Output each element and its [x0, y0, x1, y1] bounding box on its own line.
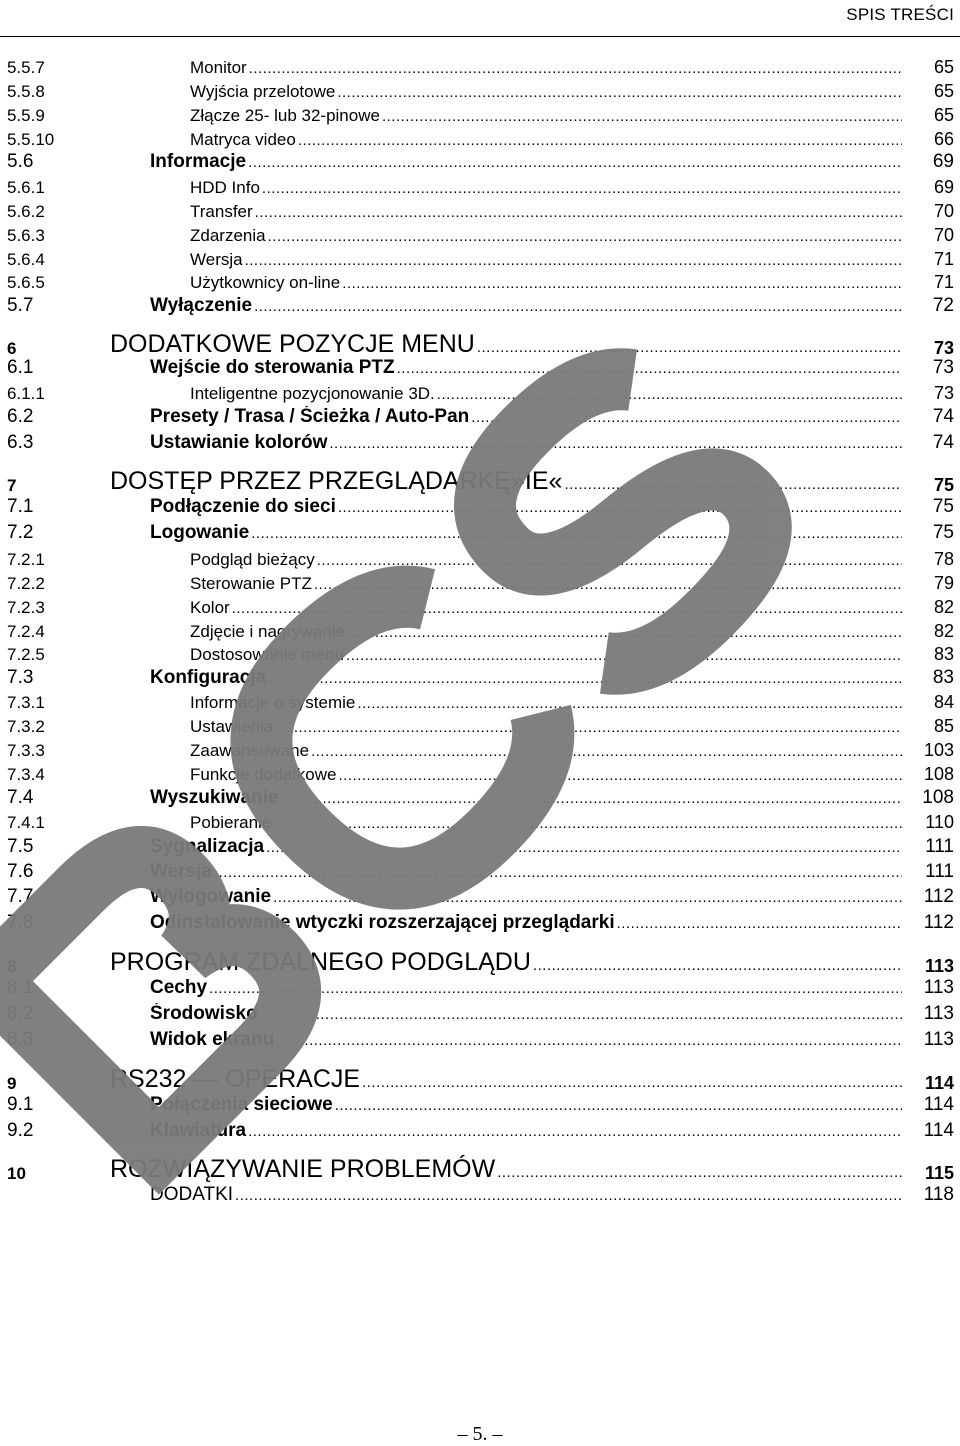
toc-entry[interactable]: [0, 714, 960, 738]
toc-entry-title: DODATKOWE POZYCJE MENU: [110, 330, 475, 358]
toc-entry-number: 5.5.9: [7, 106, 45, 125]
page-number-footer: [0, 1423, 960, 1446]
dot-leader: [314, 576, 902, 593]
toc-entry-page: 78: [933, 549, 954, 569]
toc-entry-page: 73: [932, 357, 954, 378]
toc-entry-number: 9: [7, 1074, 17, 1093]
toc-entry[interactable]: [0, 405, 960, 429]
toc-entry-title-wrap: [190, 765, 902, 785]
toc-entry-number: 9.1: [7, 1094, 34, 1115]
toc-entry-number: 8.3: [7, 1029, 34, 1050]
toc-entry-title-wrap: [150, 432, 902, 454]
toc-entry[interactable]: [0, 175, 960, 199]
toc-entry-number: 5.6.4: [7, 250, 45, 269]
dot-leader: [248, 1123, 902, 1140]
toc-entry-number: 5.5.8: [7, 82, 45, 101]
dot-leader: [249, 60, 902, 77]
toc-entry[interactable]: [0, 223, 960, 247]
toc-entry[interactable]: [0, 431, 960, 455]
toc-entry[interactable]: [0, 911, 960, 935]
toc-entry-page: 71: [933, 272, 954, 292]
dot-leader: [248, 154, 902, 171]
dot-leader: [266, 839, 902, 856]
toc-entry-number: 7.5: [7, 836, 34, 857]
toc-entry[interactable]: [0, 762, 960, 786]
toc-entry-page: 79: [933, 573, 954, 593]
toc-entry-page: 75: [932, 496, 954, 517]
footer-page-label: – 5. –: [457, 1423, 503, 1445]
toc-entry-title: Wersja: [190, 250, 243, 269]
toc-entry-number: 6.1: [7, 357, 34, 378]
toc-entry[interactable]: [0, 595, 960, 619]
toc-entry-title: Informacje o systemie: [190, 693, 356, 712]
toc-entry-title: Złącze 25- lub 32-pinowe: [190, 106, 380, 125]
toc-entry-title-wrap: [150, 406, 902, 428]
toc-entry-title-wrap: [150, 787, 902, 809]
dot-leader: [477, 339, 902, 356]
toc-entry-title: Zdarzenia: [190, 226, 266, 245]
toc-entry-title-wrap: [110, 1065, 902, 1094]
toc-entry-number: 7.2.2: [7, 574, 45, 593]
toc-entry-title: Pobieranie: [190, 813, 272, 832]
toc-entry[interactable]: [0, 467, 960, 497]
toc-entry-page: 71: [933, 249, 954, 269]
toc-entry-page: 118: [923, 1184, 954, 1205]
toc-entry-number: 7.3.2: [7, 717, 45, 736]
dot-leader: [268, 670, 902, 687]
toc-entry-page: 73: [933, 383, 954, 403]
toc-entry-title: Ustawienia: [190, 717, 274, 736]
toc-entry-page: 114: [923, 1120, 954, 1141]
toc-entry-number: 8: [7, 957, 17, 976]
toc-entry-page: 114: [923, 1094, 954, 1115]
toc-entry-number: 9.2: [7, 1120, 34, 1141]
toc-entry-number: 6.3: [7, 432, 34, 453]
toc-entry-page: 113: [923, 1029, 954, 1050]
toc-entry-title-wrap: [110, 1155, 902, 1184]
toc-entry-page: 69: [933, 177, 954, 197]
dot-leader: [273, 815, 902, 832]
dot-leader: [329, 435, 902, 452]
toc-entry-title: Odinstalowanie wtyczki rozszerzającej przeglądarki: [150, 912, 615, 933]
toc-entry-title: Kolor: [190, 598, 230, 617]
toc-entry-title: Środowisko: [150, 1003, 258, 1024]
toc-entry-page: 69: [932, 151, 954, 172]
toc-entry-title-wrap: [190, 717, 902, 737]
toc-entry[interactable]: [0, 495, 960, 519]
toc-entry-title: ROZWIĄZYWANIE PROBLEMÓW: [110, 1155, 496, 1183]
dot-leader: [232, 600, 902, 617]
toc-entry-title: Konfiguracja: [150, 667, 267, 688]
toc-entry-number: 7.4: [7, 787, 34, 808]
toc-entry-number: 6.1.1: [7, 384, 45, 403]
toc-entry[interactable]: [0, 738, 960, 762]
toc-entry-title-wrap: [150, 912, 902, 934]
toc-entry[interactable]: [0, 860, 960, 884]
toc-entry-page: 65: [933, 81, 954, 101]
toc-entry-page: 113: [923, 1003, 954, 1024]
toc-entry-number: 5.6.2: [7, 202, 45, 221]
toc-entry-title-wrap: [190, 550, 902, 570]
toc-entry-number: 5.6.1: [7, 178, 45, 197]
toc-entry-title: Matryca video: [190, 130, 296, 149]
toc-entry-title-wrap: [190, 645, 902, 665]
page-header: [0, 0, 960, 37]
toc-entry-page: 103: [923, 740, 954, 760]
toc-entry-title-wrap: [110, 948, 902, 977]
toc-entry-title: Informacje: [150, 151, 247, 172]
dot-leader: [497, 1164, 902, 1181]
toc-entry-title-wrap: [150, 861, 902, 883]
toc-entry-title-wrap: [190, 202, 902, 222]
dot-leader: [254, 298, 902, 315]
dot-leader: [617, 915, 902, 932]
toc-entry[interactable]: [0, 1093, 960, 1117]
toc-entry[interactable]: [0, 356, 960, 380]
toc-entry-title: Zdjęcie i nagrywanie: [190, 622, 345, 641]
toc-entry-page: 75: [932, 522, 954, 543]
toc-entry[interactable]: [0, 79, 960, 103]
toc-entry-title: Cechy: [150, 977, 208, 998]
toc-entry[interactable]: [0, 381, 960, 405]
toc-entry[interactable]: [0, 270, 960, 294]
toc-entry[interactable]: [0, 810, 960, 834]
toc-entry[interactable]: [0, 127, 960, 151]
dot-leader: [268, 228, 902, 245]
toc-entry-number: 5.5.7: [7, 58, 45, 77]
toc-entry-page: 85: [933, 716, 954, 736]
toc-entry-number: 8.2: [7, 1003, 34, 1024]
toc-entry-number: 7.3.1: [7, 693, 45, 712]
toc-entry-page: 75: [933, 475, 954, 495]
dot-leader: [382, 108, 902, 125]
toc-entry[interactable]: [0, 521, 960, 545]
toc-entry-title: DOSTĘP PRZEZ PRZEGLĄDARKĘ»IE«: [110, 467, 563, 495]
toc-entry-title-wrap: [150, 1003, 902, 1025]
toc-entry-page: 73: [933, 338, 954, 358]
dot-leader: [338, 499, 902, 516]
toc-entry[interactable]: [0, 690, 960, 714]
toc-entry-title: Inteligentne pozycjonowanie 3D.: [190, 384, 435, 403]
dot-leader: [342, 275, 902, 292]
toc-entry[interactable]: [0, 786, 960, 810]
dot-leader: [362, 1074, 902, 1091]
toc-entry-title-wrap: [190, 178, 902, 198]
toc-entry[interactable]: [0, 948, 960, 978]
toc-entry[interactable]: [0, 976, 960, 1000]
toc-entry-title: Presety / Trasa / Ścieżka / Auto-Pan: [150, 406, 470, 427]
toc-entry-title-wrap: [190, 741, 902, 761]
toc-entry-title: Funkcje dodatkowe: [190, 765, 337, 784]
toc-entry-page: 108: [923, 764, 954, 784]
toc-entry-number: 7.3.3: [7, 741, 45, 760]
toc-entry-title: Podgląd bieżący: [190, 550, 315, 569]
toc-entry-page: 70: [933, 225, 954, 245]
toc-entry-number: 7.7: [7, 886, 34, 907]
toc-entry-number: 6: [7, 339, 17, 358]
toc-entry-title: Monitor: [190, 58, 247, 77]
toc-entry[interactable]: [0, 103, 960, 127]
toc-entry-title: Dostosowanie menu: [190, 645, 345, 664]
toc-entry[interactable]: [0, 294, 960, 318]
toc-entry-page: 111: [925, 861, 954, 882]
toc-entry-title: DODATKI: [150, 1184, 234, 1205]
dot-leader: [273, 889, 902, 906]
toc-entry-number: 7.3.4: [7, 765, 45, 784]
toc-entry-page: 113: [923, 977, 954, 998]
toc-entry-title-wrap: [190, 106, 902, 126]
toc-entry-title: Wyjścia przelotowe: [190, 82, 336, 101]
dot-leader: [397, 360, 902, 377]
toc-entry-title-wrap: [150, 522, 902, 544]
toc-entry-title-wrap: [150, 151, 902, 173]
dot-leader: [347, 624, 902, 641]
dot-leader: [298, 132, 902, 149]
dot-leader: [346, 647, 902, 664]
toc-entry-title: Podłączenie do sieci: [150, 496, 336, 517]
toc-entry-title-wrap: [150, 295, 902, 317]
toc-entry-page: 66: [933, 129, 954, 149]
toc-entry[interactable]: [0, 547, 960, 571]
dot-leader: [214, 864, 902, 881]
toc-entry-page: 65: [933, 57, 954, 77]
toc-entry-title-wrap: [190, 250, 902, 270]
toc-entry-page: 74: [932, 432, 954, 453]
toc-entry[interactable]: [0, 1119, 960, 1143]
toc-entry[interactable]: [0, 1183, 960, 1207]
toc-entry-title-wrap: [150, 667, 902, 689]
toc-entry[interactable]: [0, 666, 960, 690]
toc-entry-number: 7.3: [7, 667, 34, 688]
dot-leader: [262, 180, 902, 197]
toc-entry-title-wrap: [150, 1094, 902, 1116]
toc-entry[interactable]: [0, 55, 960, 79]
toc-entry-page: 72: [932, 295, 954, 316]
dot-leader: [280, 790, 902, 807]
toc-entry-number: 7.1: [7, 496, 34, 517]
toc-entry-page: 83: [932, 667, 954, 688]
toc-entry-title: Połączenia sieciowe: [150, 1094, 333, 1115]
toc-entry[interactable]: [0, 1155, 960, 1185]
toc-entry-title: Wylogowanie: [150, 886, 272, 907]
toc-entry-page: 82: [933, 597, 954, 617]
toc-entry-title: HDD Info: [190, 178, 260, 197]
toc-entry-page: 70: [933, 201, 954, 221]
toc-entry-title-wrap: [150, 357, 902, 379]
dot-leader: [338, 767, 902, 784]
toc-entry[interactable]: [0, 199, 960, 223]
toc-entry-number: 5.6: [7, 151, 34, 172]
toc-entry-page: 82: [933, 621, 954, 641]
toc-entry-title-wrap: [190, 384, 902, 404]
toc-entry-title: Sygnalizacja: [150, 836, 265, 857]
toc-entry-number: 7.8: [7, 912, 34, 933]
toc-entry-page: 115: [924, 1163, 954, 1183]
toc-entry[interactable]: [0, 619, 960, 643]
toc-entry-title-wrap: [150, 1184, 902, 1206]
toc-entry-number: 7.2.1: [7, 550, 45, 569]
toc-entry-title-wrap: [190, 622, 902, 642]
toc-entry[interactable]: [0, 247, 960, 271]
toc-entry-title-wrap: [190, 598, 902, 618]
dot-leader: [276, 1032, 902, 1049]
toc-entry-title-wrap: [110, 330, 902, 359]
dot-leader: [357, 695, 902, 712]
toc-entry-number: 5.5.10: [7, 130, 55, 149]
toc-entry[interactable]: [0, 571, 960, 595]
toc-entry-number: 6.2: [7, 406, 34, 427]
toc-entry-page: 113: [924, 956, 954, 976]
toc-entry[interactable]: [0, 150, 960, 174]
toc-entry-title-wrap: [150, 977, 902, 999]
toc-entry-title-wrap: [190, 82, 902, 102]
toc-entry-title-wrap: [190, 574, 902, 594]
toc-entry-number: 10: [7, 1164, 26, 1183]
toc-entry-title: Wyszukiwanie: [150, 787, 279, 808]
toc-entry-title: Transfer: [190, 202, 253, 221]
toc-entry-page: 74: [932, 406, 954, 427]
toc-entry-title: Wyłączenie: [150, 295, 253, 316]
dot-leader: [255, 204, 902, 221]
toc-entry-title-wrap: [190, 813, 902, 833]
toc-entry-page: 112: [923, 886, 954, 907]
toc-entry-title-wrap: [190, 130, 902, 150]
toc-entry-title-wrap: [190, 273, 902, 293]
toc-entry-page: 65: [933, 105, 954, 125]
toc-entry-number: 7.2.4: [7, 622, 45, 641]
toc-entry-number: 7.4.1: [7, 813, 45, 832]
toc-entry-title: Wersja: [150, 861, 212, 882]
toc-entry[interactable]: [0, 835, 960, 859]
toc-entry-title: Logowanie: [150, 522, 250, 543]
toc-entry-title-wrap: [190, 226, 902, 246]
toc-entry[interactable]: [0, 1028, 960, 1052]
toc-entry-number: 7.6: [7, 861, 34, 882]
toc-entry-page: 112: [923, 912, 954, 933]
dot-leader: [275, 719, 902, 736]
toc-entry-page: 110: [925, 812, 954, 832]
toc-entry[interactable]: [0, 1002, 960, 1026]
toc-entry-title-wrap: [190, 58, 902, 78]
toc-entry-number: 5.6.5: [7, 273, 45, 292]
toc-entry-title: RS232 — OPERACJE: [110, 1065, 361, 1093]
dot-leader: [317, 552, 902, 569]
dot-leader: [209, 980, 902, 997]
toc-entry-title-wrap: [190, 693, 902, 713]
dot-leader: [564, 476, 902, 493]
toc-entry-title-wrap: [150, 836, 902, 858]
toc-entry[interactable]: [0, 885, 960, 909]
toc-entry-number: 5.7: [7, 295, 34, 316]
dot-leader: [337, 84, 902, 101]
toc-entry-title: Wejście do sterowania PTZ: [150, 357, 395, 378]
toc-entry-page: 108: [922, 787, 954, 808]
header-title: SPIS TREŚCI: [846, 5, 954, 24]
toc-entry-number: 7.2.3: [7, 598, 45, 617]
dot-leader: [533, 957, 902, 974]
dot-leader: [245, 252, 902, 269]
dot-leader: [311, 743, 902, 760]
toc-entry-page: 84: [933, 692, 954, 712]
dot-leader: [251, 525, 902, 542]
toc-entry-page: 111: [925, 836, 954, 857]
toc-entry-title: Widok ekranu: [150, 1029, 275, 1050]
toc-entry-number: 8.1: [7, 977, 34, 998]
dot-leader: [437, 386, 902, 403]
toc-entry-number: 7.2.5: [7, 645, 45, 664]
toc-entry-title: Ustawianie kolorów: [150, 432, 328, 453]
toc-entry-page: 114: [924, 1073, 954, 1093]
dot-leader: [471, 409, 902, 426]
dot-leader: [335, 1097, 902, 1114]
toc-entry-number: 7.2: [7, 522, 34, 543]
dot-leader: [260, 1006, 902, 1023]
toc-entry-title: Użytkownicy on-line: [190, 273, 341, 292]
toc-entry[interactable]: [0, 642, 960, 666]
toc-entry-number: 5.6.3: [7, 226, 45, 245]
toc-entry-page: 83: [933, 644, 954, 664]
toc-entry-title-wrap: [150, 1120, 902, 1142]
toc-entry[interactable]: [0, 1065, 960, 1095]
toc-entry-number: 7: [7, 476, 17, 495]
toc-entry-title: Zaawansowane: [190, 741, 310, 760]
toc-entry-title-wrap: [150, 1029, 902, 1051]
toc-entry-title-wrap: [110, 467, 902, 496]
toc-entry-title: Sterowanie PTZ: [190, 574, 312, 593]
toc-entry-title: PROGRAM ZDALNEGO PODGLĄDU: [110, 948, 531, 976]
toc-entry-title: Klawiatura: [150, 1120, 247, 1141]
toc-entry-title-wrap: [150, 886, 902, 908]
dot-leader: [235, 1187, 902, 1204]
toc-entry-title-wrap: [150, 496, 902, 518]
